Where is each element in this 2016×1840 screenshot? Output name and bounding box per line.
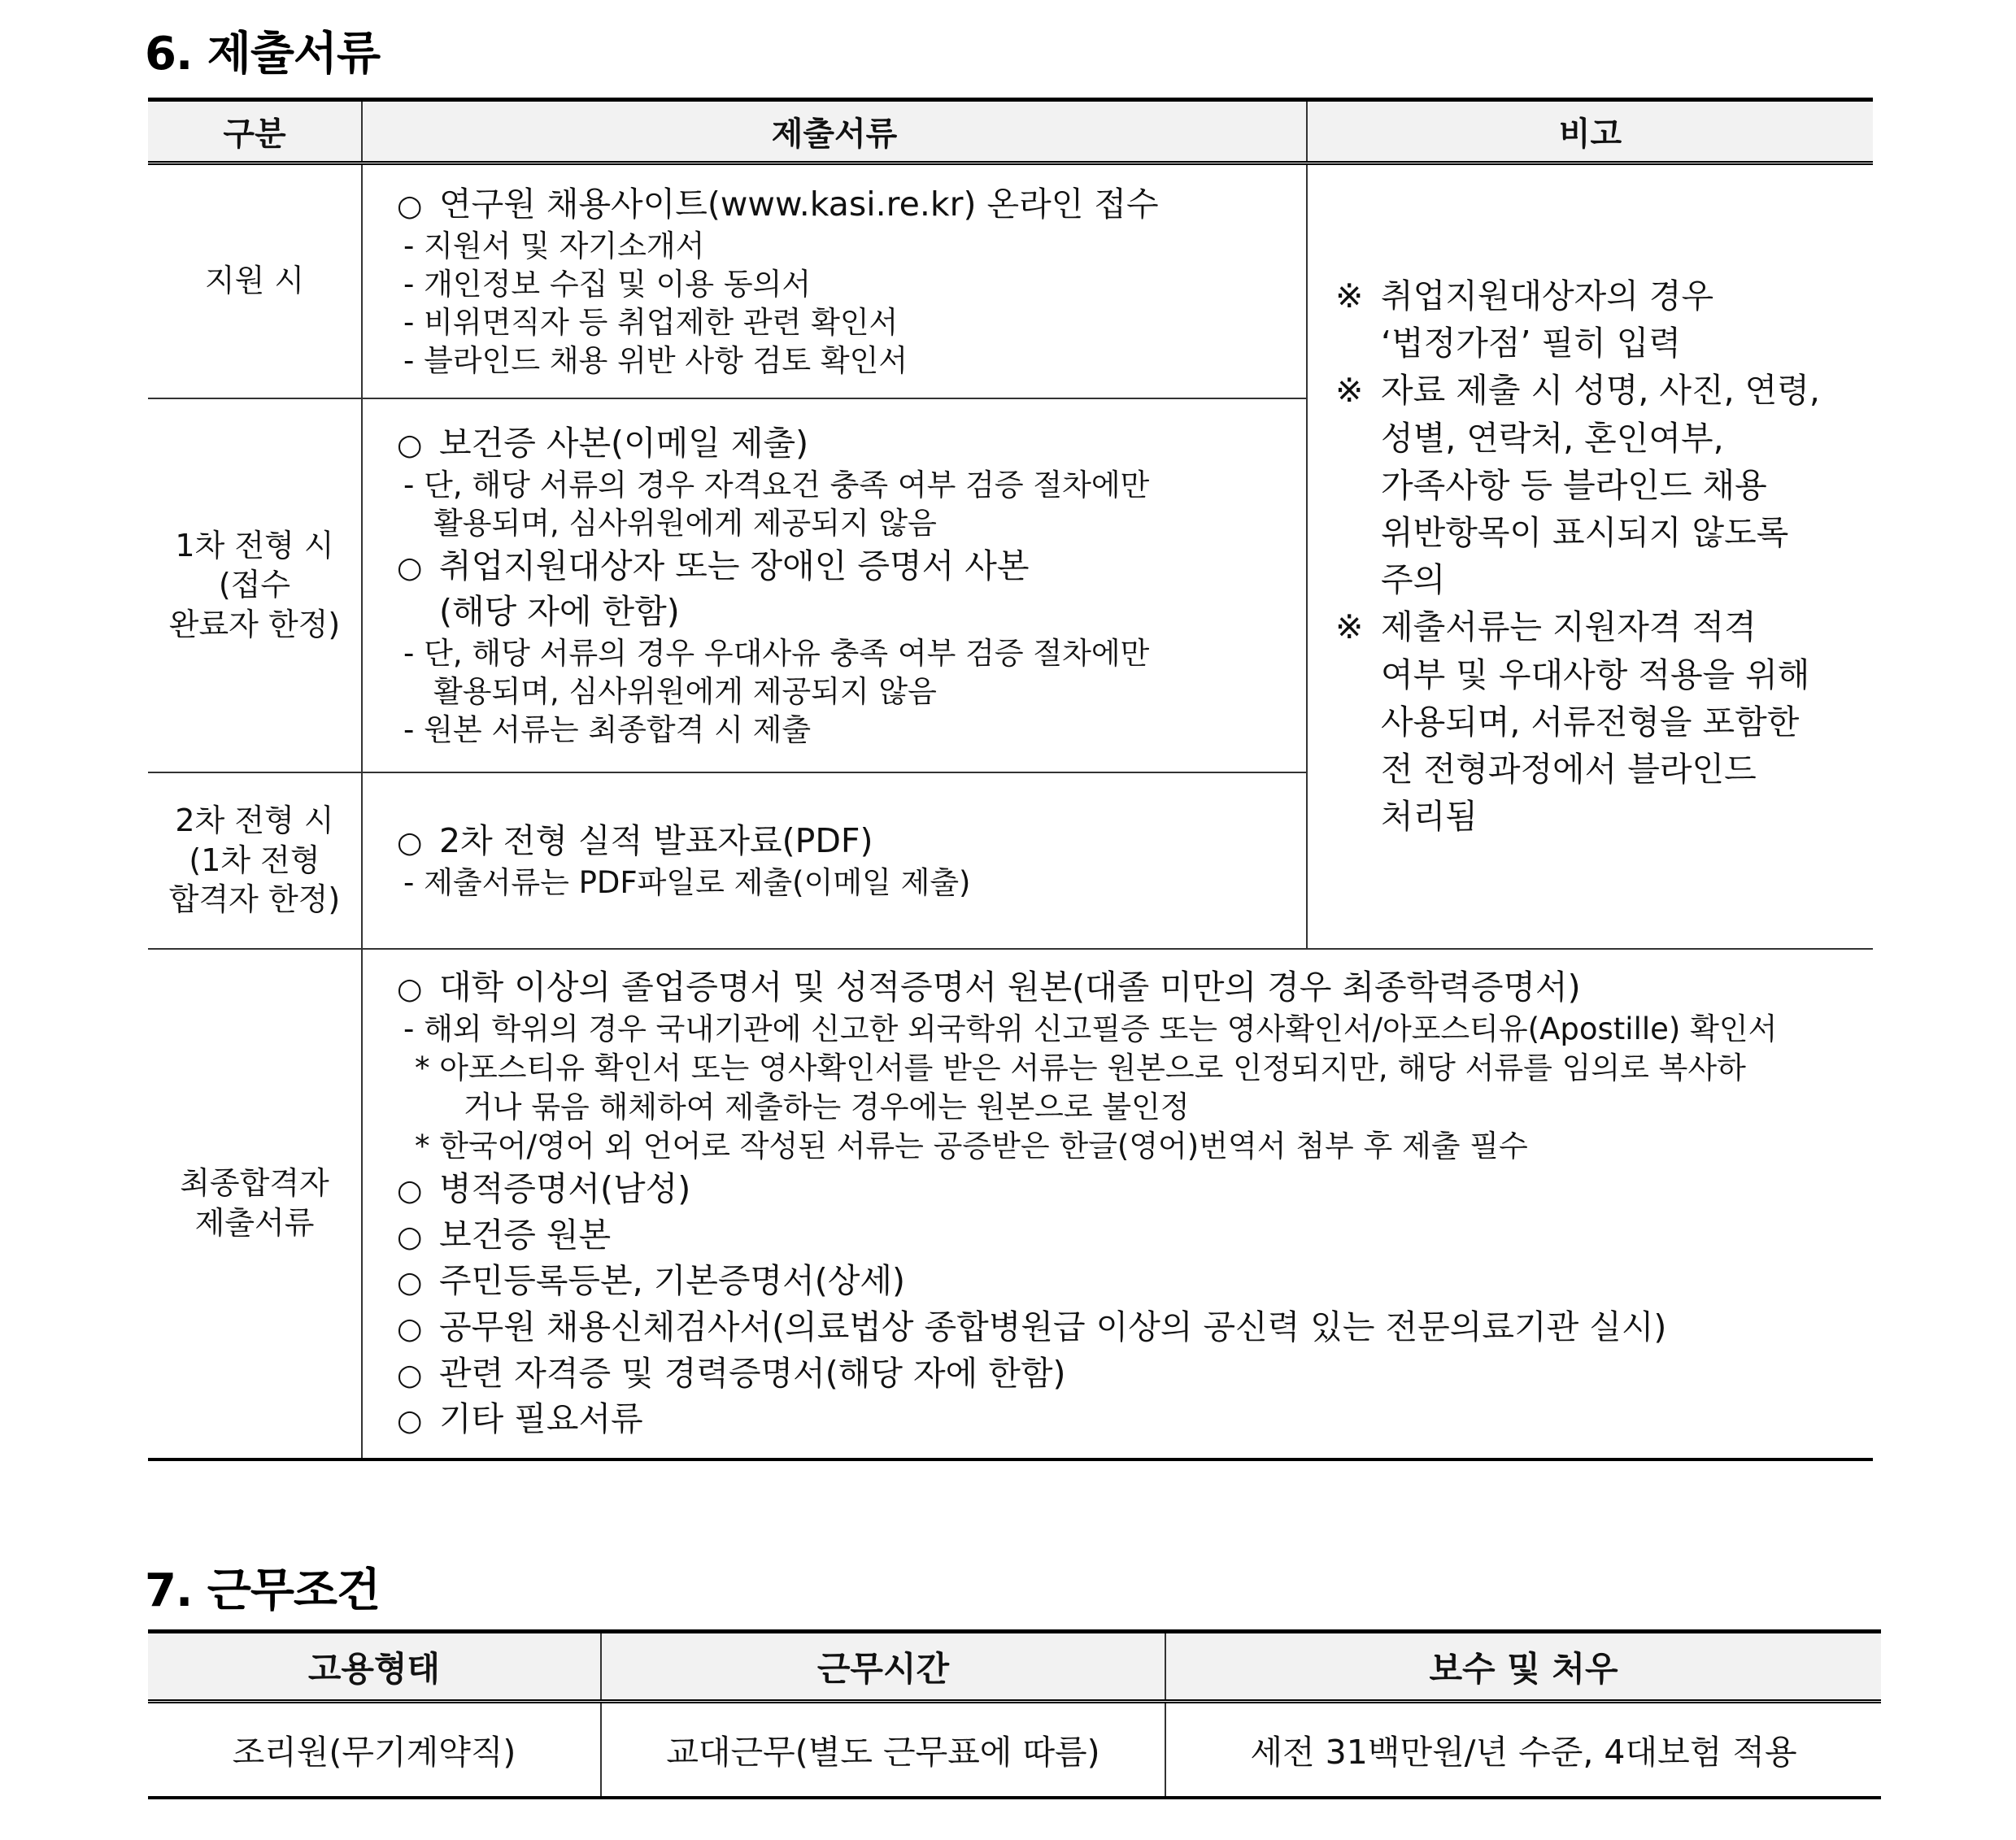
section-6-title: 6. 제출서류	[145, 28, 381, 80]
working-conditions-table	[148, 1629, 1881, 1799]
table-row	[148, 163, 1873, 398]
reference-mark-icon: ※	[1335, 371, 1364, 411]
category-line: (접수	[218, 567, 291, 603]
document-subitem: - 원본 서류는 최종합격 시 제출	[397, 711, 1282, 750]
reference-mark-icon: ※	[1335, 607, 1364, 647]
document-subitem: 활용되며, 심사위원에게 제공되지 않음	[433, 673, 937, 709]
document-item: ○ 대학 이상의 졸업증명서 및 성적증명서 원본(대졸 미만의 경우 최종학력증명서)	[397, 964, 1848, 1011]
document-subitem: - 개인정보 수집 및 이용 동의서	[397, 266, 1282, 304]
category-line: (1차 전형	[189, 842, 320, 878]
category-line: 1차 전형 시	[175, 527, 334, 563]
remark-line: 위반항목이 표시되지 않도록	[1381, 513, 1789, 553]
category-line: 완료자 한정)	[168, 606, 341, 642]
document-item: ○ 공무원 채용신체검사서(의료법상 종합병원급 이상의 공신력 있는 전문의료기관 실시)	[397, 1304, 1848, 1351]
header-remarks: 비고	[1307, 100, 1873, 163]
row-category	[148, 949, 362, 1459]
table-row	[148, 949, 1873, 1459]
section-7-title: 7. 근무조건	[145, 1564, 381, 1617]
table-header-row	[148, 100, 1873, 163]
document-subitem: - 단, 해당 서류의 경우 자격요건 충족 여부 검증 절차에만	[397, 467, 1282, 505]
row-documents	[362, 398, 1307, 772]
remark-line: 전 전형과정에서 블라인드	[1381, 750, 1757, 790]
document-item: ○ 취업지원대상자 또는 장애인 증명서 사본	[397, 543, 1282, 589]
document-subitem: - 단, 해당 서류의 경우 우대사유 충족 여부 검증 절차에만	[397, 635, 1282, 673]
header-employment-type: 고용형태	[148, 1632, 601, 1702]
document-item: ○ 병적증명서(남성)	[397, 1166, 1848, 1212]
header-category: 구분	[148, 100, 362, 163]
remark-line: 성별, 연락처, 혼인여부,	[1381, 418, 1724, 458]
remark-line: ‘법정가점’ 필히 입력	[1381, 324, 1681, 363]
remark-line: 가족사항 등 블라인드 채용	[1381, 465, 1767, 505]
header-documents: 제출서류	[362, 100, 1307, 163]
category-line: 지원 시	[204, 263, 305, 299]
document-footnote: * 아포스티유 확인서 또는 영사확인서를 받은 서류는 원본으로 인정되지만, 해당 서류를 임의로 복사하	[397, 1049, 1848, 1088]
document-footnote: * 한국어/영어 외 언어로 작성된 서류는 공증받은 한글(영어)번역서 첨부 후 제출 필수	[397, 1127, 1848, 1166]
category-line: 제출서류	[194, 1205, 315, 1241]
document-subitem: (해당 자에 한함)	[439, 592, 680, 632]
document-footnote: 거나 묶음 해체하여 제출하는 경우에는 원본으로 불인정	[464, 1090, 1190, 1124]
remark-note	[1335, 272, 1857, 367]
document-subitem: - 해외 학위의 경우 국내기관에 신고한 외국학위 신고필증 또는 영사확인서/아포스티유(Apostille) 확인서	[397, 1011, 1848, 1049]
remark-line: 자료 제출 시 성명, 사진, 연령,	[1381, 371, 1820, 411]
remark-note	[1335, 367, 1857, 603]
remark-line: 취업지원대상자의 경우	[1381, 276, 1714, 315]
remarks-cell	[1307, 163, 1873, 949]
table-row	[148, 1702, 1881, 1798]
document-item: ○ 보건증 사본(이메일 제출)	[397, 420, 1282, 467]
row-documents	[362, 163, 1307, 398]
document-item: ○ 기타 필요서류	[397, 1396, 1848, 1442]
document-subitem: - 지원서 및 자기소개서	[397, 228, 1282, 266]
document-item: ○ 주민등록등본, 기본증명서(상세)	[397, 1258, 1848, 1304]
category-line: 최종합격자	[180, 1165, 329, 1202]
header-working-hours: 근무시간	[601, 1632, 1165, 1702]
category-line: 2차 전형 시	[175, 803, 334, 839]
reference-mark-icon: ※	[1335, 276, 1364, 315]
compensation-value: 세전 31백만원/년 수준, 4대보험 적용	[1165, 1702, 1881, 1798]
remark-line: 여부 및 우대사항 적용을 위해	[1381, 655, 1810, 694]
remark-note	[1335, 603, 1857, 840]
row-documents	[362, 949, 1873, 1459]
working-hours-value: 교대근무(별도 근무표에 따름)	[601, 1702, 1165, 1798]
category-line: 합격자 한정)	[168, 881, 341, 918]
submission-documents-table	[148, 98, 1873, 1461]
document-subitem: - 비위면직자 등 취업제한 관련 확인서	[397, 304, 1282, 342]
document-item: ○ 연구원 채용사이트(www.kasi.re.kr) 온라인 접수	[397, 181, 1282, 228]
remark-line: 주의	[1381, 560, 1446, 600]
document-subitem: 활용되며, 심사위원에게 제공되지 않음	[433, 505, 937, 541]
document-item: ○ 관련 자격증 및 경력증명서(해당 자에 한함)	[397, 1351, 1848, 1397]
table-header-row	[148, 1632, 1881, 1702]
remark-line: 처리됨	[1381, 797, 1478, 837]
document-subitem: - 블라인드 채용 위반 사항 검토 확인서	[397, 342, 1282, 381]
row-category	[148, 398, 362, 772]
remark-line: 사용되며, 서류전형을 포함한	[1381, 702, 1800, 742]
document-item: ○ 보건증 원본	[397, 1212, 1848, 1259]
row-category	[148, 163, 362, 398]
remark-line: 제출서류는 지원자격 적격	[1381, 607, 1757, 647]
employment-type-value: 조리원(무기계약직)	[148, 1702, 601, 1798]
header-compensation: 보수 및 처우	[1165, 1632, 1881, 1702]
row-category	[148, 772, 362, 949]
document-subitem: - 제출서류는 PDF파일로 제출(이메일 제출)	[397, 864, 1282, 903]
document-item: ○ 2차 전형 실적 발표자료(PDF)	[397, 818, 1282, 864]
row-documents	[362, 772, 1307, 949]
